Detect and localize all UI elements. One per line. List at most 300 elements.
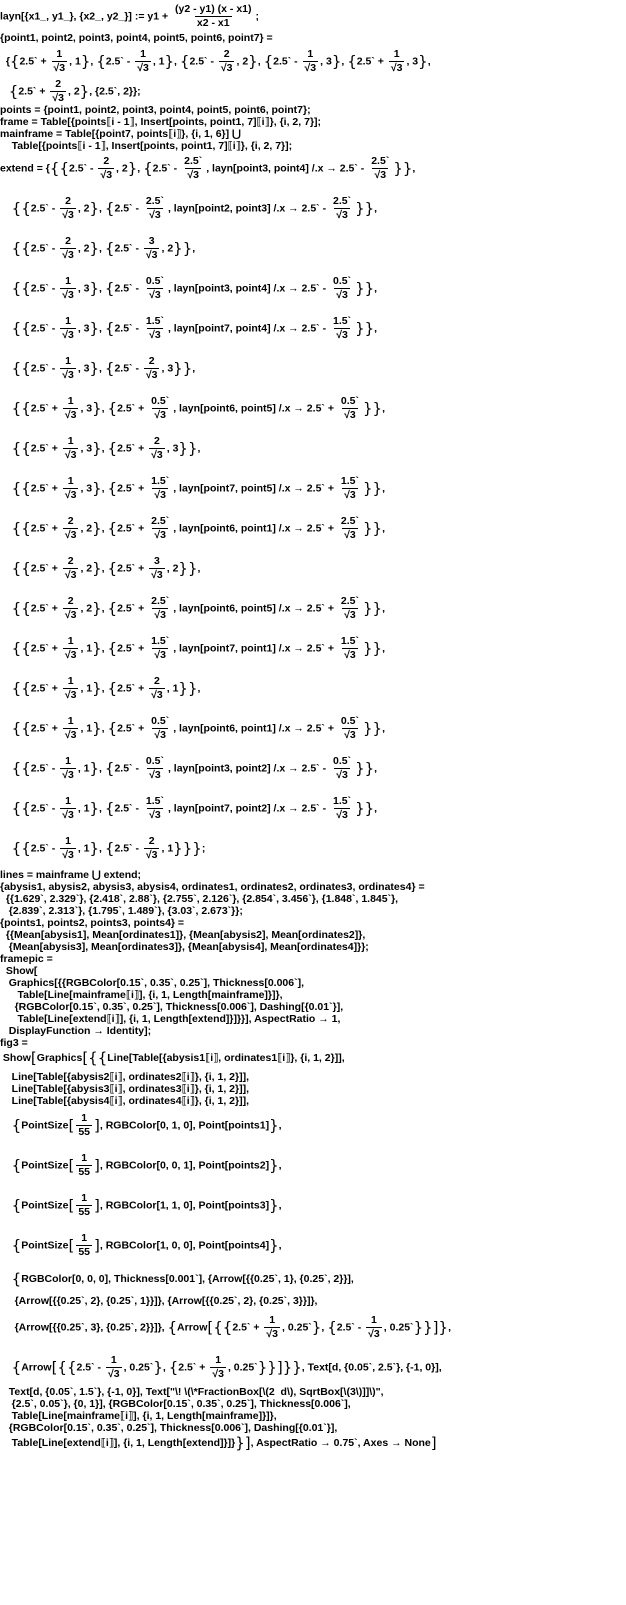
bracket: } xyxy=(364,199,375,218)
fraction-numerator: 0.5` xyxy=(151,395,170,407)
fraction-denominator: √3 xyxy=(344,529,356,541)
fraction xyxy=(52,49,68,74)
bracket: } xyxy=(355,319,365,338)
fraction xyxy=(98,156,114,181)
code-line xyxy=(0,1386,384,1398)
bracket: } xyxy=(89,239,100,258)
code-text: , {2.5`, 2}}; xyxy=(89,85,141,98)
code-line xyxy=(0,917,184,929)
code-text xyxy=(0,442,12,454)
fraction-denominator: √3 xyxy=(149,209,161,221)
bracket: { xyxy=(21,599,31,618)
bracket: [ xyxy=(30,1049,37,1068)
code-text: , xyxy=(374,202,378,215)
bracket: { xyxy=(11,1358,22,1377)
bracket: { xyxy=(11,479,22,498)
code-text: Line[Table[{abysis4⟦i⟧, ordinates4⟦i⟧}, {i, 1, 2}]], xyxy=(0,1095,250,1107)
code-line xyxy=(0,236,195,261)
bracket: } xyxy=(182,839,193,858)
bracket: { xyxy=(21,799,31,818)
bracket: } xyxy=(269,1156,279,1175)
fraction-numerator: 2 xyxy=(148,835,155,847)
bracket: } xyxy=(92,439,102,458)
code-text: , 0.25` xyxy=(227,1361,258,1374)
code-text: , xyxy=(137,162,144,175)
bracket: } xyxy=(355,279,365,298)
code-text: Graphics[{{RGBColor[0.15`, 0.35`, 0.25`], Thickness[0.006`], xyxy=(0,977,305,989)
fraction-numerator: 2 xyxy=(67,555,74,567)
fraction xyxy=(63,716,79,741)
code-text: Graphics xyxy=(36,1052,83,1064)
fraction xyxy=(60,316,76,341)
bracket: { xyxy=(11,559,22,578)
fraction-numerator: 1 xyxy=(81,1232,88,1244)
fraction xyxy=(63,436,79,461)
code-text: , 1 xyxy=(80,722,93,735)
fraction-numerator: 1 xyxy=(307,48,314,60)
code-text: {RGBColor[0.15`, 0.35`, 0.25`], Thickness[0.006`], Dashing[{0.01`}], xyxy=(0,1422,338,1434)
bracket: { xyxy=(143,159,153,178)
code-text: , 2 xyxy=(80,602,93,615)
fraction xyxy=(149,436,165,461)
code-text: Show[ xyxy=(0,965,38,977)
fraction-numerator: 3 xyxy=(154,555,160,567)
fraction-numerator: 1 xyxy=(67,635,74,647)
code-text xyxy=(0,642,12,654)
fraction-denominator: √3 xyxy=(374,169,387,181)
fraction-numerator: 1 xyxy=(81,1192,88,1204)
code-text: DisplayFunction → Identity]; xyxy=(0,1025,152,1037)
fraction-numerator: 1.5` xyxy=(145,315,164,327)
bracket: } xyxy=(402,159,413,178)
bracket: ] xyxy=(94,1116,100,1135)
code-text: ; xyxy=(255,10,259,23)
code-text: Arrow xyxy=(177,1321,208,1334)
bracket: } xyxy=(89,279,100,298)
bracket: { xyxy=(11,1236,22,1255)
code-text: , 2 xyxy=(161,242,174,255)
fraction xyxy=(149,556,165,581)
code-text: Table[Line[extend⟦i⟧], {i, 1, Length[extend]}]} xyxy=(0,1437,236,1449)
code-text: 2.5` + xyxy=(30,562,61,575)
fraction xyxy=(149,676,165,701)
code-text: , RGBColor[0, 1, 0], Point[points1] xyxy=(99,1119,270,1132)
code-text: 2.5` - xyxy=(30,322,59,335)
code-text: , layn[point3, point2] /.x → 2.5` - xyxy=(167,762,329,775)
fraction-numerator: 1 xyxy=(393,48,400,60)
fraction-denominator: √3 xyxy=(100,169,113,181)
bracket: { xyxy=(11,399,22,418)
fraction-numerator: 2.5` xyxy=(371,155,390,167)
code-text: , xyxy=(101,442,108,455)
code-text: , xyxy=(197,562,201,575)
bracket: } xyxy=(362,599,373,618)
fraction-numerator: 2 xyxy=(65,235,71,247)
fraction xyxy=(369,156,391,181)
fraction-numerator: 2.5` xyxy=(340,595,359,607)
code-text: , 1 xyxy=(161,842,174,855)
bracket: } xyxy=(153,1358,163,1377)
code-text: {Arrow[{{0.25`, 2}, {0.25`, 1}}]}, {Arrow[{{0.25`, 2}, {0.25`, 3}}]}, xyxy=(0,1295,318,1307)
fraction xyxy=(60,236,76,261)
bracket: { xyxy=(222,1318,233,1337)
code-text xyxy=(0,602,12,614)
fraction xyxy=(303,49,319,74)
fraction-numerator: 1.5` xyxy=(332,795,352,807)
fraction-denominator: √3 xyxy=(187,169,199,181)
fraction-numerator: 1 xyxy=(65,835,71,847)
fraction xyxy=(366,1315,382,1340)
bracket: } xyxy=(89,759,100,778)
fraction-numerator: 2 xyxy=(67,515,74,527)
code-line xyxy=(0,1193,282,1218)
code-text: PointSize xyxy=(21,1199,69,1212)
bracket: } xyxy=(364,759,375,778)
fraction xyxy=(60,196,76,221)
fraction-numerator: 0.5` xyxy=(332,275,352,287)
code-text: , xyxy=(278,1239,282,1252)
fraction-denominator: √3 xyxy=(64,409,77,421)
fraction-numerator: 2 xyxy=(65,195,71,207)
code-line xyxy=(0,636,385,661)
fraction-numerator: 1 xyxy=(65,275,71,287)
code-text: , layn[point7, point4] /.x → 2.5` - xyxy=(167,322,329,335)
bracket: { xyxy=(347,52,357,71)
code-text: , xyxy=(382,722,385,735)
code-text: lines = mainframe ⋃ extend; xyxy=(0,869,142,881)
bracket: { xyxy=(21,759,31,778)
code-text: layn[{x1_, y1_}, {x2_, y2_}] := y1 + xyxy=(0,10,172,23)
code-text: , xyxy=(257,55,264,68)
bracket: } xyxy=(187,679,198,698)
fraction-numerator: 0.5` xyxy=(151,715,170,727)
fraction xyxy=(149,636,171,661)
code-text: 2.5` - xyxy=(69,162,97,175)
fraction-denominator: √3 xyxy=(52,92,64,104)
code-line xyxy=(0,941,369,953)
fraction-numerator: 0.5` xyxy=(145,755,164,767)
fraction-numerator: 0.5` xyxy=(340,715,359,727)
code-text: , 3 xyxy=(77,282,90,295)
bracket: ] xyxy=(94,1196,100,1215)
code-text: ; xyxy=(201,842,206,855)
fraction-numerator: 1.5` xyxy=(145,795,164,807)
code-text: 2.5` - xyxy=(114,322,142,335)
code-text: , 2 xyxy=(236,55,249,68)
code-text: , layn[point6, point5] /.x → 2.5` + xyxy=(173,602,337,615)
code-line xyxy=(0,1355,442,1380)
bracket: } xyxy=(269,1196,279,1215)
bracket: { xyxy=(97,1049,108,1068)
code-text: , 3 xyxy=(320,55,332,68)
code-text: , xyxy=(192,242,196,255)
bracket: { xyxy=(21,719,31,738)
bracket: ] xyxy=(276,1358,283,1377)
code-line xyxy=(0,356,195,381)
code-line xyxy=(0,276,377,301)
code-text: , layn[point3, point4] /.x → 2.5` - xyxy=(206,162,368,175)
bracket: ] xyxy=(94,1156,100,1175)
fraction-denominator: √3 xyxy=(368,1328,380,1340)
code-text: 2.5` - xyxy=(336,1321,365,1334)
bracket: } xyxy=(362,639,373,658)
fraction-numerator: 2.5` xyxy=(332,195,352,207)
code-line xyxy=(0,596,385,621)
code-text: 2.5` + xyxy=(30,522,61,535)
code-text xyxy=(0,1239,12,1251)
code-text xyxy=(0,242,12,254)
bracket: { xyxy=(21,439,31,458)
fraction-denominator: √3 xyxy=(336,329,348,341)
bracket: } xyxy=(89,799,100,818)
code-text: , RGBColor[1, 1, 0], Point[points3] xyxy=(99,1199,270,1212)
bracket: } xyxy=(92,519,102,538)
code-text: 2.5` + xyxy=(232,1321,263,1334)
bracket: { xyxy=(21,399,31,418)
bracket: } xyxy=(362,519,373,538)
fraction-denominator: √3 xyxy=(154,649,166,661)
code-text: , xyxy=(101,682,108,695)
code-text: PointSize xyxy=(21,1159,69,1172)
code-text: , xyxy=(101,562,108,575)
bracket: { xyxy=(107,599,118,618)
code-text: , xyxy=(101,642,108,655)
code-text: , xyxy=(197,682,201,695)
fraction-denominator: √3 xyxy=(62,769,74,781)
code-line xyxy=(0,1037,28,1049)
fraction xyxy=(63,516,79,541)
fraction-denominator: √3 xyxy=(64,529,77,541)
fraction xyxy=(144,836,160,861)
bracket: { xyxy=(21,319,31,338)
bracket: } xyxy=(393,159,403,178)
code-text xyxy=(0,682,12,694)
code-text: Table[Line[mainframe⟦i⟧], {i, 1, Length[mainframe]}]}, xyxy=(0,989,283,1001)
bracket: { xyxy=(59,159,69,178)
fraction-denominator: √3 xyxy=(62,289,74,301)
code-text xyxy=(0,362,12,374)
fraction-numerator: 1 xyxy=(65,755,71,767)
code-text: Table[Line[extend⟦i⟧], {i, 1, Length[extend]}]}}], AspectRatio → 1, xyxy=(0,1013,341,1025)
bracket: } xyxy=(173,239,183,258)
bracket: } xyxy=(372,519,383,538)
bracket: { xyxy=(104,199,115,218)
bracket: { xyxy=(21,839,31,858)
fraction-numerator: 2 xyxy=(55,78,62,90)
code-line xyxy=(0,116,321,128)
bracket: } xyxy=(292,1358,302,1377)
code-text: 2.5` - xyxy=(30,202,59,215)
fraction-denominator: √3 xyxy=(149,769,161,781)
fraction-denominator: 55 xyxy=(78,1166,91,1178)
fraction xyxy=(339,636,361,661)
bracket: } xyxy=(92,479,102,498)
fraction-denominator: √3 xyxy=(53,62,66,74)
fraction-denominator: √3 xyxy=(64,649,77,661)
bracket: [ xyxy=(68,1156,75,1175)
code-text: , 1 xyxy=(152,55,165,68)
code-text xyxy=(0,402,12,414)
code-text: , 2 xyxy=(80,522,93,535)
code-text: 2.5` - xyxy=(114,842,142,855)
code-text: 2.5` - xyxy=(105,55,134,68)
code-text: , layn[point6, point1] /.x → 2.5` + xyxy=(173,722,337,735)
fraction-denominator: √3 xyxy=(336,289,348,301)
fraction-numerator: 1.5` xyxy=(340,635,359,647)
code-text: Line[Table[{abysis3⟦i⟧, ordinates3⟦i⟧}, {i, 1, 2}]], xyxy=(0,1083,250,1095)
code-text: , RGBColor[0, 0, 1], Point[points2] xyxy=(99,1159,270,1172)
code-line xyxy=(0,476,385,501)
code-text: Text[d, {0.05`, 1.5`}, {-1, 0}], Text["\! \(\*FractionBox[\(2 d\), SqrtBox[\(3\)]]\)", xyxy=(0,1386,384,1398)
fraction-numerator: 1.5` xyxy=(340,475,359,487)
fraction xyxy=(339,596,361,621)
fraction-numerator: 2.5` xyxy=(184,155,203,167)
fraction-numerator: 2 xyxy=(67,595,74,607)
fraction-numerator: 1 xyxy=(215,1354,222,1366)
fraction xyxy=(149,396,171,421)
code-text xyxy=(0,1273,12,1285)
code-text: , 2 xyxy=(116,162,128,175)
fraction xyxy=(144,196,166,221)
fraction xyxy=(339,396,361,421)
fraction-numerator: 1 xyxy=(65,795,71,807)
code-text: mainframe = Table[{point7, points⟦i⟧}, {i, 1, 6}] ⋃ xyxy=(0,128,241,140)
code-text: {{1.629`, 2.329`}, {2.418`, 2.88`}, {2.755`, 2.126`}, {2.854`, 3.456`}, {1.848`, 1.845`}, xyxy=(0,893,399,905)
code-line xyxy=(0,1410,277,1422)
bracket: { xyxy=(11,239,22,258)
fraction-denominator: 55 xyxy=(78,1126,91,1138)
code-text: , 1 xyxy=(77,802,90,815)
bracket: { xyxy=(11,519,22,538)
fraction-numerator: 1 xyxy=(67,675,74,687)
bracket: } xyxy=(355,759,365,778)
code-text: , 0.25` xyxy=(282,1321,312,1334)
fraction xyxy=(339,516,361,541)
code-line xyxy=(0,316,377,341)
bracket: { xyxy=(11,1116,22,1135)
code-line xyxy=(0,881,425,893)
fraction xyxy=(144,316,166,341)
code-line xyxy=(0,1049,345,1068)
code-text: , xyxy=(101,522,108,535)
fraction-numerator: 1.5` xyxy=(332,315,352,327)
bracket: { xyxy=(104,759,115,778)
code-text: 2.5` + xyxy=(117,722,148,735)
fraction xyxy=(331,796,353,821)
bracket: { xyxy=(57,1358,67,1377)
fraction-denominator: √3 xyxy=(336,809,348,821)
fraction-numerator: 1 xyxy=(65,315,71,327)
code-text: 2.5` + xyxy=(30,402,61,415)
code-text: , xyxy=(99,242,105,255)
bracket: { xyxy=(104,839,115,858)
bracket: { xyxy=(107,439,118,458)
bracket: { xyxy=(21,559,31,578)
code-text: , 3 xyxy=(77,362,90,375)
code-text: Show xyxy=(0,1052,31,1064)
fraction xyxy=(144,276,166,301)
code-text: 2.5` - xyxy=(273,55,301,68)
fraction-denominator: √3 xyxy=(62,369,74,381)
bracket: [ xyxy=(68,1196,75,1215)
code-line xyxy=(0,140,292,152)
fraction xyxy=(144,796,166,821)
bracket: } xyxy=(372,599,383,618)
bracket: } xyxy=(331,52,342,71)
bracket: } xyxy=(92,679,102,698)
fraction-denominator: √3 xyxy=(149,289,161,301)
code-line xyxy=(0,1095,249,1107)
bracket: } xyxy=(418,52,428,71)
bracket: } xyxy=(92,559,102,578)
code-line xyxy=(0,1001,343,1013)
code-line xyxy=(0,196,377,221)
bracket: [ xyxy=(68,1116,75,1135)
fraction-denominator: √3 xyxy=(62,329,74,341)
bracket: } xyxy=(282,1358,293,1377)
bracket: } xyxy=(355,799,365,818)
code-text xyxy=(0,322,12,334)
fraction-numerator: 0.5` xyxy=(332,755,352,767)
code-line xyxy=(0,1025,151,1037)
bracket: } xyxy=(235,1434,245,1453)
bracket: ] xyxy=(432,1318,439,1337)
bracket: [ xyxy=(82,1049,89,1068)
fraction xyxy=(60,796,76,821)
bracket: { xyxy=(21,639,31,658)
fraction-denominator: √3 xyxy=(344,729,356,741)
bracket: } xyxy=(92,399,102,418)
fraction xyxy=(63,476,79,501)
code-text xyxy=(0,1119,12,1131)
code-text: , 1 xyxy=(77,762,90,775)
fraction xyxy=(331,276,353,301)
code-text: , xyxy=(174,55,180,68)
fraction-denominator: √3 xyxy=(336,209,348,221)
code-text: { xyxy=(0,55,10,68)
code-text xyxy=(0,1361,12,1373)
code-text: 2.5` + xyxy=(117,602,148,615)
bracket: { xyxy=(11,839,22,858)
code-line xyxy=(0,396,385,421)
bracket: [ xyxy=(51,1358,58,1377)
fraction-numerator: 2 xyxy=(154,435,160,447)
fraction-numerator: 0.5` xyxy=(145,275,164,287)
code-text: Arrow xyxy=(21,1361,52,1374)
code-text: , layn[point7, point1] /.x → 2.5` + xyxy=(173,642,337,655)
code-text: , xyxy=(101,402,108,415)
fraction xyxy=(331,316,353,341)
fraction-denominator: √3 xyxy=(344,409,356,421)
code-line xyxy=(0,836,205,861)
code-line xyxy=(0,516,385,541)
bracket: } xyxy=(89,199,100,218)
fraction xyxy=(76,1153,92,1178)
bracket: ] xyxy=(430,1434,437,1453)
bracket: { xyxy=(167,1318,178,1337)
code-text: , 2 xyxy=(80,562,93,575)
fraction-denominator: 55 xyxy=(78,1246,91,1258)
code-text xyxy=(0,1159,12,1171)
code-line xyxy=(0,965,37,977)
bracket: } xyxy=(355,199,365,218)
code-text xyxy=(0,562,12,574)
bracket: } xyxy=(257,1358,268,1377)
fraction-denominator: √3 xyxy=(212,1368,224,1380)
code-text: , xyxy=(99,362,105,375)
fraction-denominator: √3 xyxy=(149,809,161,821)
code-text: extend = { xyxy=(0,162,50,175)
